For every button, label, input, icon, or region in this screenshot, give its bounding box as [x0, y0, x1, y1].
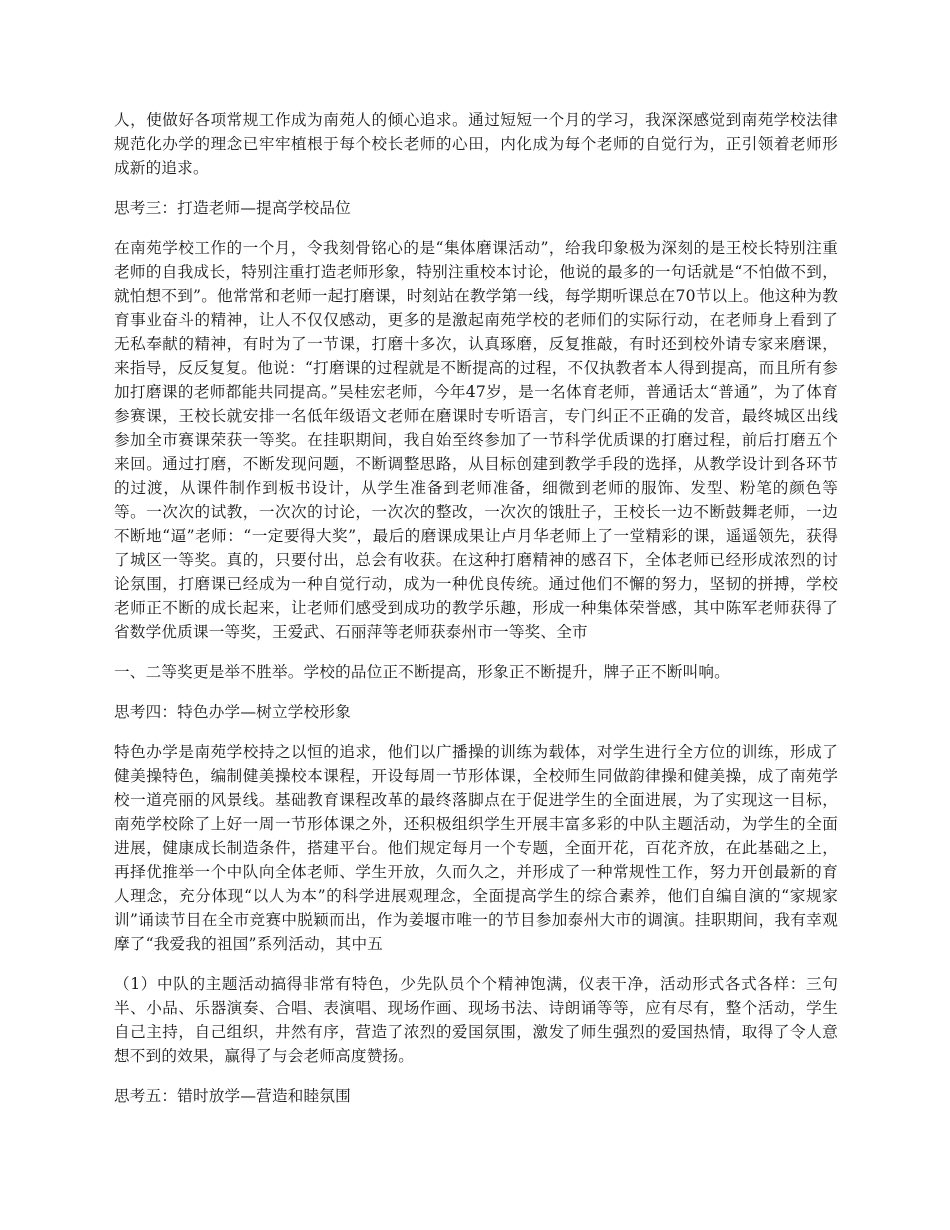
paragraph-awards: 一、二等奖更是举不胜举。学校的品位正不断提高，形象正不断提升，牌子正不断叫响。: [114, 663, 730, 681]
paragraph-lesson-polishing: 在南苑学校工作的一个月，令我刻骨铭心的是“集体磨课活动”，给我印象极为深刻的是王校长特别注重老师的自我成长，特别注重打造老师形象，特别注重校本讨论，他说的最多的一句话就是“不怕做不到，就怕想不到”。他常常和老师一起打磨课，时刻站在教学第一线，每学期听课总在70节以上。他这种为教育事业奋斗的精神，让人不仅仅感动，更多的是激起南苑学校的老师们的实际行动，在老师身上看到了无私奉献的精神，有时为了一节课，打磨十多次，认真琢磨，反复推敲，有时还到校外请专家来磨课，来指导，反反复复。他说：“打磨课的过程就是不断提高的过程，不仅执教者本人得到提高，而且所有参加打磨课的老师都能共同提高。”吴桂宏老师，今年47岁，是一名体育老师，普通话太“普通”，为了体育参赛课，王校长就安排一名低年级语文老师在磨课时专听语言，专门纠正不正确的发音，最终城区出线参加全市赛课荣获一等奖。在挂职期间，我自始至终参加了一节科学优质课的打磨过程，前后打磨五个来回。通过打磨，不断发现问题，不断调整思路，从目标创建到教学手段的选择，从教学设计到各环节的过渡，从课件制作到板书设计，从学生准备到老师准备，细微到老师的服饰、发型、粉笔的颜色等等。一次次的试教，一次次的讨论，一次次的整改，一次次的饿肚子，王校长一边不断鼓舞老师，一边不断地“逼”老师：“一定要得大奖”，最后的磨课成果让卢月华老师上了一堂精彩的课，遥遥领先，获得了城区一等奖。真的，只要付出，总会有收获。在这种打磨精神的感召下，全体老师已经形成浓烈的讨论氛围，打磨课已经成为一种自觉行动，成为一种优良传统。通过他们不懈的努力，坚韧的拼搏，学校老师正不断的成长起来，让老师们感受到成功的教学乐趣，形成一种集体荣誉感，其中陈军老师获得了省数学优质课一等奖，王爱武、石丽萍等老师获泰州市一等奖、全市: [114, 239, 838, 641]
heading-reflection-four: 思考四：特色办学—树立学校形象: [114, 703, 351, 721]
paragraph-intro: 人，使做好各项常规工作成为南苑人的倾心追求。通过短短一个月的学习，我深深感觉到南苑学校法律规范化办学的理念已牢牢植根于每个校长老师的心田，内化成为每个老师的自觉行为，正引领着老师形成新的追求。: [114, 111, 838, 177]
heading-reflection-five: 思考五：错时放学—营造和睦氛围: [114, 1087, 351, 1105]
paragraph-featured-school: 特色办学是南苑学校持之以恒的追求，他们以广播操的训练为载体，对学生进行全方位的训练，形成了健美操特色，编制健美操校本课程，开设每周一节形体课，全校师生同做韵律操和健美操，成了南苑学校一道亮丽的风景线。基础教育课程改革的最终落脚点在于促进学生的全面进展，为了实现这一目标，南苑学校除了上好一周一节形体课之外，还积极组织学生开展丰富多彩的中队主题活动，为学生的全面进展，健康成长制造条件，搭建平台。他们规定每月一个专题，全面开花，百花齐放，在此基础之上，再择优推举一个中队向全体老师、学生开放，久而久之，并形成了一种常规性工作，努力开创最新的育人理念，充分体现“以人为本”的科学进展观理念，全面提高学生的综合素养，他们自编自演的“家规家训”诵读节目在全市竞赛中脱颖而出，作为姜堰市唯一的节目参加泰州大市的调演。挂职期间，我有幸观摩了“我爱我的祖国”系列活动，其中五: [114, 743, 838, 953]
document-page: [114, 108, 838, 1124]
paragraph-squad-activity: （1）中队的主题活动搞得非常有特色，少先队员个个精神饱满，仪表干净，活动形式各式各样：三句半、小品、乐器演奏、合唱、表演唱、现场作画、现场书法、诗朗诵等等，应有尽有，整个活动，学生自己主持，自己组织，井然有序，营造了浓烈的爱国氛围，激发了师生强烈的爱国热情，取得了令人意想不到的效果，赢得了与会老师高度赞扬。: [114, 975, 838, 1065]
heading-reflection-three: 思考三：打造老师—提高学校品位: [114, 199, 351, 217]
